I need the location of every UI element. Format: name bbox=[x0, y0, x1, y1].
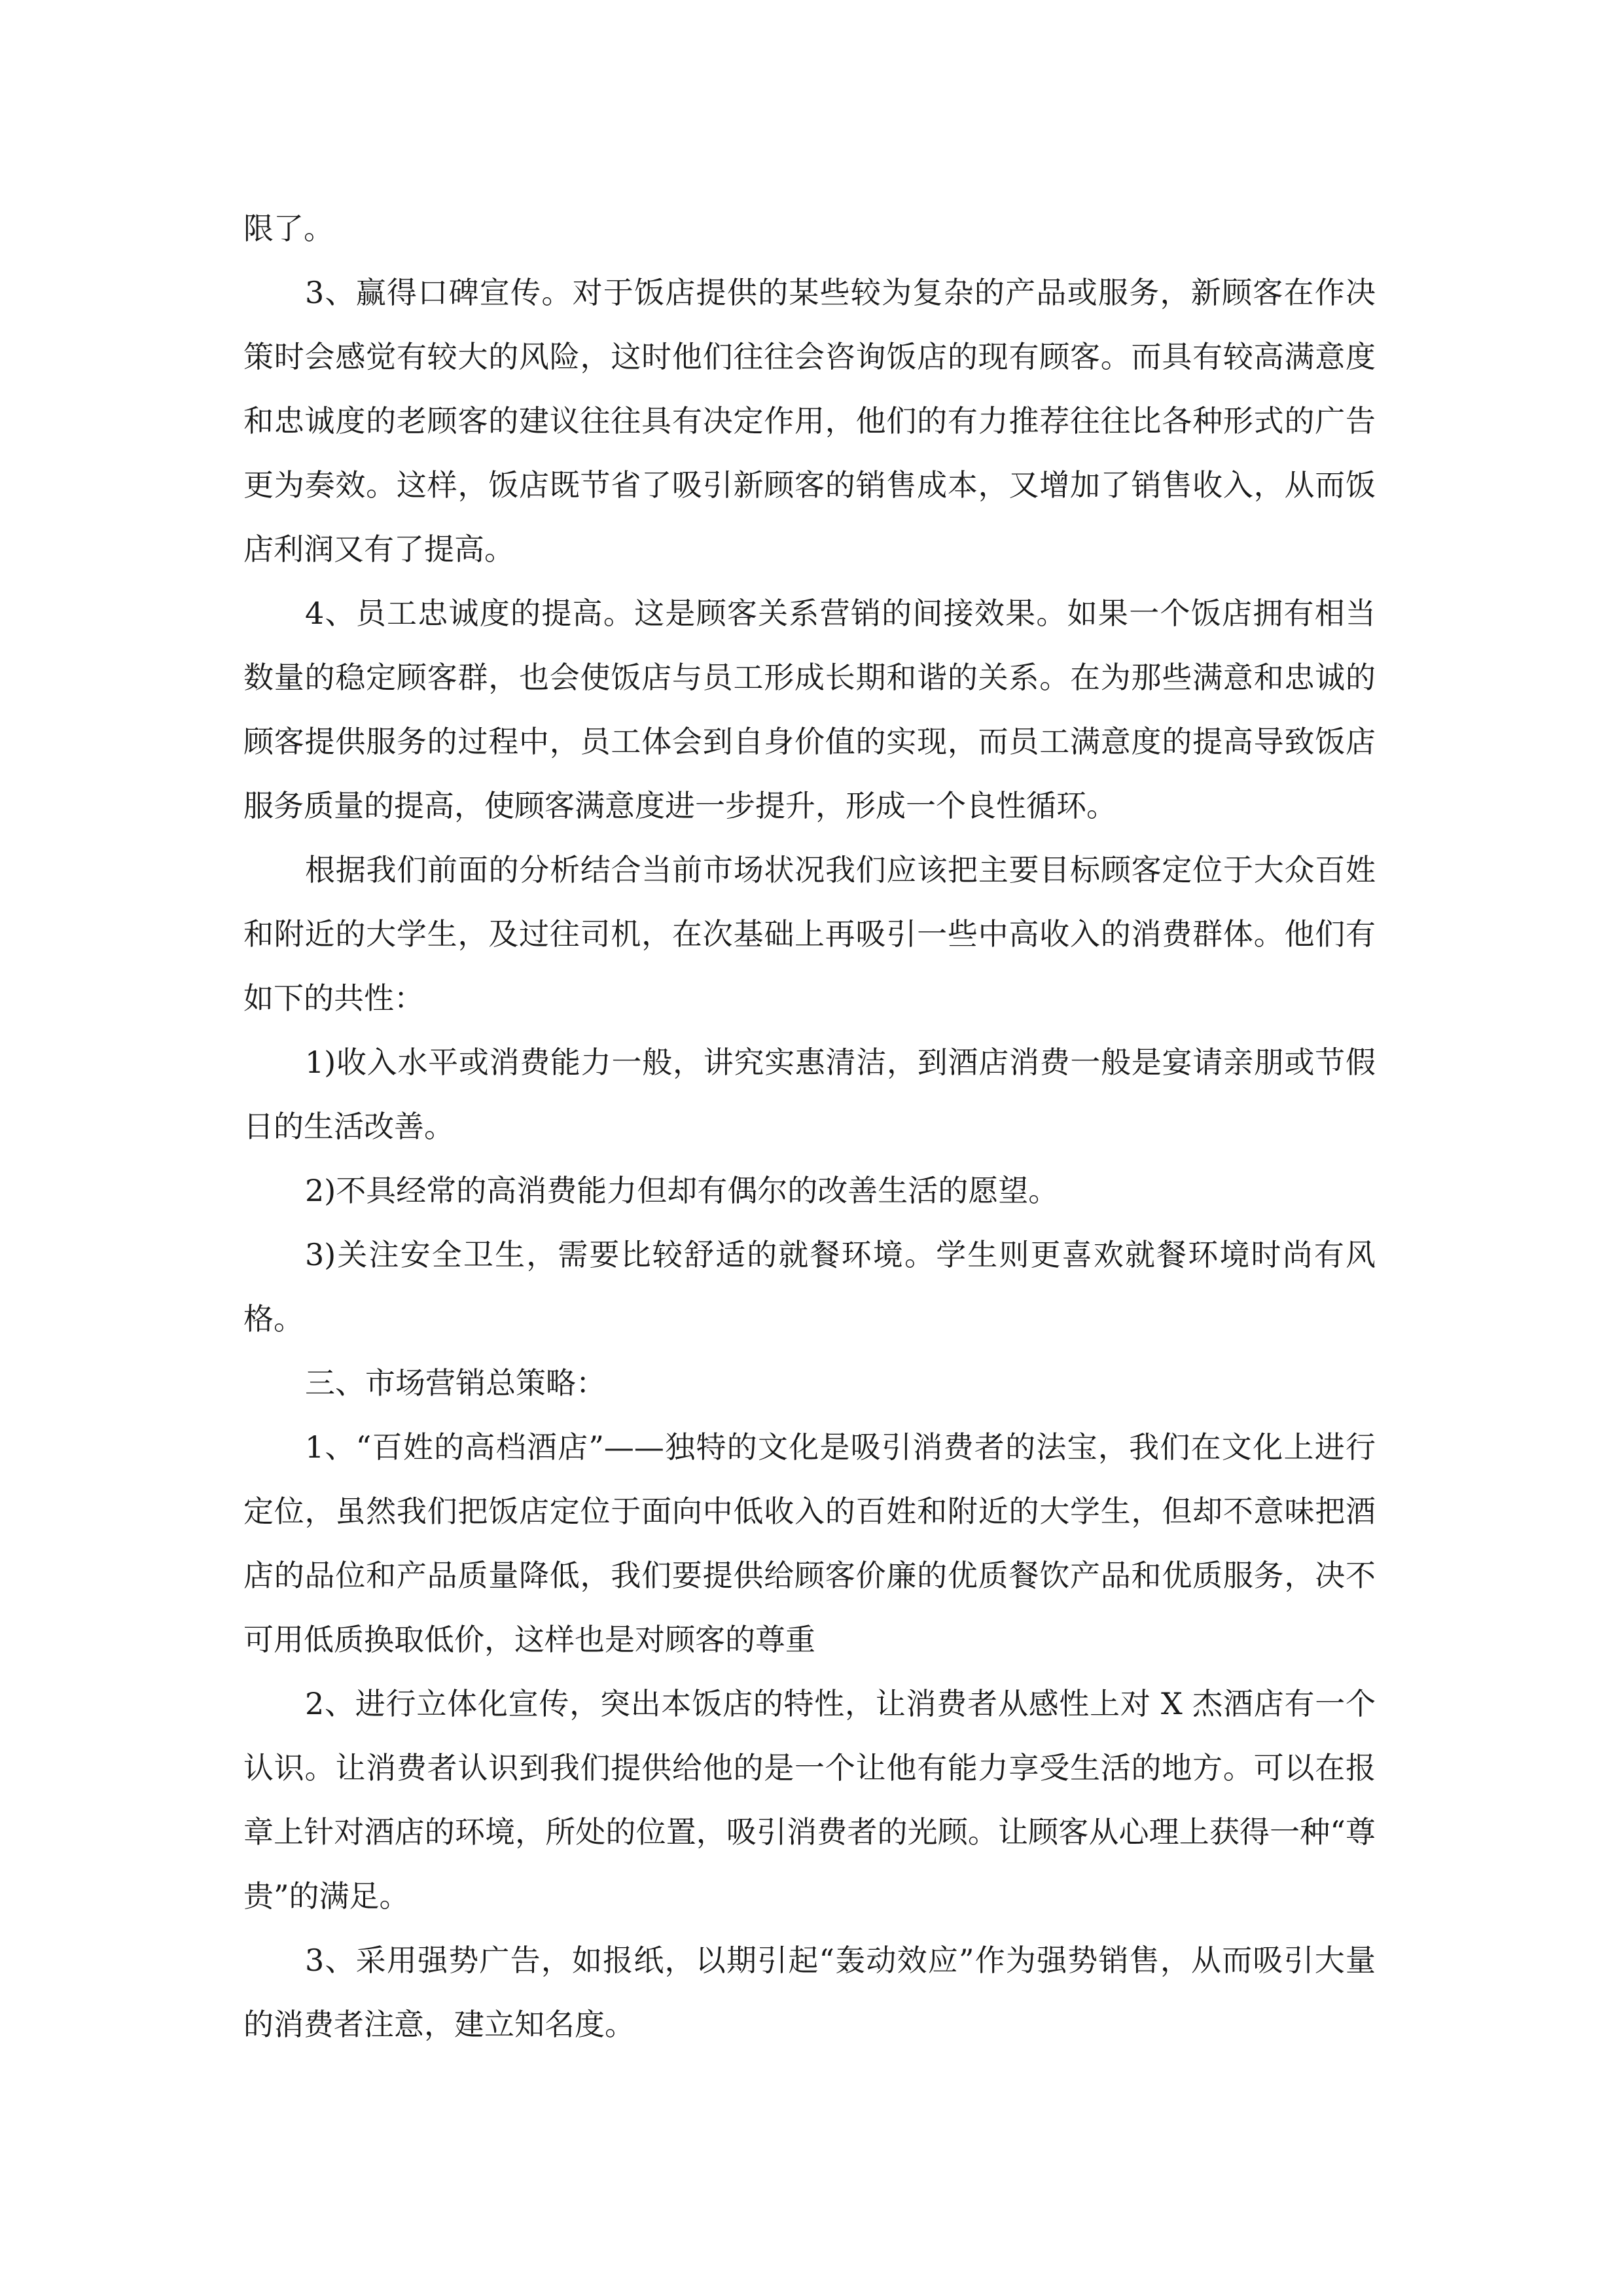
paragraph-target-customers: 根据我们前面的分析结合当前市场状况我们应该把主要目标顾客定位于大众百姓和附近的大学生，及过往司机，在次基础上再吸引一些中高收入的消费群体。他们有如下的共性： bbox=[243, 852, 1376, 1016]
section-heading-marketing-strategy: 三、市场营销总策略： bbox=[305, 1365, 606, 1401]
paragraph-employee-loyalty: 4、员工忠诚度的提高。这是顾客关系营销的间接效果。如果一个饭店拥有相当数量的稳定顾客群，也会使饭店与员工形成长期和谐的关系。在为那些满意和忠诚的顾客提供服务的过程中，员工体会到自身价值的实现，而员工满意度的提高导致饭店服务质量的提高，使顾客满意度进一步提升，形成一个良性循环。 bbox=[243, 596, 1376, 823]
paragraph-strategy-1: 1、“百姓的高档酒店”——独特的文化是吸引消费者的法宝，我们在文化上进行定位，虽然我们把饭店定位于面向中低收入的百姓和附近的大学生，但却不意味把酒店的品位和产品质量降低，我们要提供给顾客价廉的优质餐饮产品和优质服务，决不可用低质换取低价，这样也是对顾客的尊重 bbox=[243, 1429, 1376, 1657]
paragraph-strategy-2: 2、进行立体化宣传，突出本饭店的特性，让消费者从感性上对 X 杰酒店有一个认识。让消费者认识到我们提供给他的是一个让他有能力享受生活的地方。可以在报章上针对酒店的环境，所处的位置，吸引消费者的光顾。让顾客从心理上获得一种“尊贵”的满足。 bbox=[243, 1686, 1376, 1914]
paragraph-word-of-mouth: 3、赢得口碑宣传。对于饭店提供的某些较为复杂的产品或服务，新顾客在作决策时会感觉有较大的风险，这时他们往往会咨询饭店的现有顾客。而具有较高满意度和忠诚度的老顾客的建议往往具有决定作用，他们的有力推荐往往比各种形式的广告更为奏效。这样，饭店既节省了吸引新顾客的销售成本，又增加了销售收入，从而饭店利润又有了提高。 bbox=[243, 275, 1376, 567]
list-item-trait-2: 2)不具经常的高消费能力但却有偶尔的改善生活的愿望。 bbox=[305, 1173, 1059, 1208]
paragraph-strategy-3: 3、采用强势广告，如报纸，以期引起“轰动效应”作为强势销售，从而吸引大量的消费者注意，建立知名度。 bbox=[243, 1943, 1376, 2042]
list-item-trait-3: 3)关注安全卫生，需要比较舒适的就餐环境。学生则更喜欢就餐环境时尚有风格。 bbox=[243, 1237, 1376, 1336]
list-item-trait-1: 1)收入水平或消费能力一般，讲究实惠清洁，到酒店消费一般是宴请亲朋或节假日的生活改善。 bbox=[243, 1045, 1376, 1144]
document-body bbox=[243, 196, 1376, 2056]
paragraph-continuation: 限了。 bbox=[243, 211, 334, 246]
